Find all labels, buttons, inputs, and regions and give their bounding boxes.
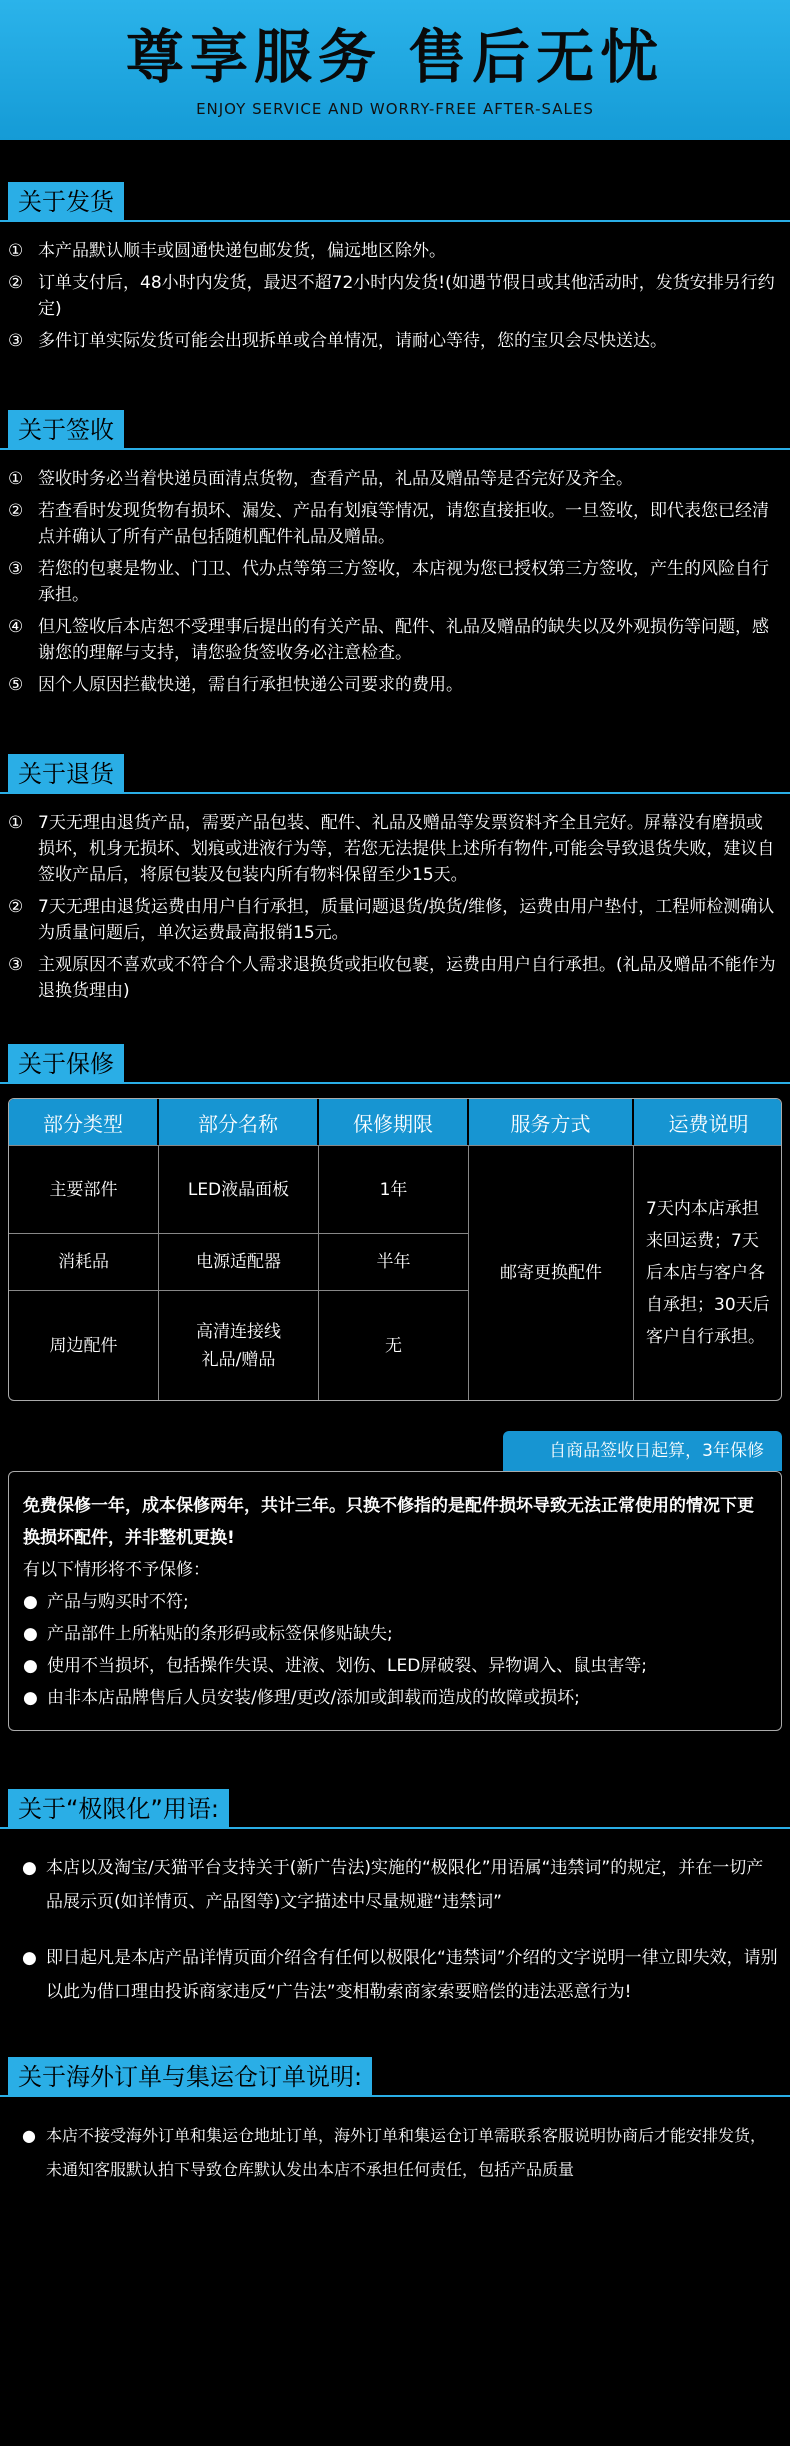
warranty-heading-label: 关于保修 bbox=[8, 1044, 124, 1084]
list-item: ● 即日起凡是本店产品详情页面介绍含有任何以极限化“违禁词”介绍的文字说明一律立即失效，请别以此为借口理由投诉商家违反“广告法”变相勒索商家索要赔偿的违法恶意行为! bbox=[22, 1941, 778, 2009]
heading-underline bbox=[0, 2095, 790, 2097]
table-header: 部分类型 bbox=[9, 1099, 159, 1145]
extreme-heading-label: 关于“极限化”用语: bbox=[8, 1789, 229, 1829]
returns-list bbox=[0, 810, 790, 1004]
banner-subtitle: ENJOY SERVICE AND WORRY-FREE AFTER-SALES bbox=[196, 100, 594, 118]
list-item: ● 使用不当损坏，包括操作失误、进液、划伤、LED屏破裂、异物调入、鼠虫害等; bbox=[23, 1650, 767, 1682]
list-item: ● 本店不接受海外订单和集运仓地址订单，海外订单和集运仓订单需联系客服说明协商后才能安排发货，未通知客服默认拍下导致仓库默认发出本店不承担任何责任，包括产品质量 bbox=[22, 2119, 778, 2187]
returns-section bbox=[0, 754, 790, 1004]
bullet-icon: ● bbox=[23, 1624, 38, 1644]
table-cell: 主要部件 bbox=[9, 1145, 159, 1233]
banner bbox=[0, 0, 790, 140]
extreme-wording-section bbox=[0, 1789, 790, 2009]
exclusion-intro: 有以下情形将不予保修： bbox=[23, 1560, 210, 1580]
warranty-note-tab: 自商品签收日起算，3年保修 bbox=[503, 1431, 782, 1471]
bullet-icon: ● bbox=[22, 2126, 36, 2145]
list-item: ● 产品部件上所粘贴的条形码或标签保修贴缺失; bbox=[23, 1618, 767, 1650]
warranty-note-bold: 免费保修一年，成本保修两年，共计三年。只换不修指的是配件损坏导致无法正常使用的情况下更换损坏配件，并非整机更换! bbox=[23, 1496, 754, 1548]
extreme-heading bbox=[0, 1789, 790, 1829]
table-cell: LED液晶面板 bbox=[159, 1145, 319, 1233]
table-cell: 高清连接线 礼品/赠品 bbox=[159, 1290, 319, 1400]
receipt-heading-label: 关于签收 bbox=[8, 410, 124, 450]
list-item: ③ 多件订单实际发货可能会出现拆单或合单情况，请耐心等待，您的宝贝会尽快送达。 bbox=[8, 331, 667, 351]
table-cell: 电源适配器 bbox=[159, 1233, 319, 1290]
list-item: ③ 若您的包裹是物业、门卫、代办点等第三方签收，本店视为您已授权第三方签收，产生的风险自行承担。 bbox=[8, 559, 769, 605]
table-header: 服务方式 bbox=[469, 1099, 634, 1145]
warranty-section bbox=[0, 1044, 790, 1731]
table-cell: 1年 bbox=[319, 1145, 469, 1233]
table-header: 保修期限 bbox=[319, 1099, 469, 1145]
list-item: ● 本店以及淘宝/天猫平台支持关于(新广告法)实施的“极限化”用语属“违禁词”的规定，并在一切产品展示页(如详情页、产品图等)文字描述中尽量规避“违禁词” bbox=[22, 1851, 778, 1919]
note-tab-wrap bbox=[0, 1431, 790, 1471]
heading-underline bbox=[0, 220, 790, 222]
banner-title: 尊享服务 售后无忧 bbox=[125, 23, 665, 91]
list-item: ① 签收时务必当着快递员面清点货物，查看产品，礼品及赠品等是否完好及齐全。 bbox=[8, 469, 633, 489]
heading-underline bbox=[0, 1827, 790, 1829]
warranty-note-box bbox=[8, 1471, 782, 1731]
shipping-section bbox=[0, 182, 790, 354]
receipt-list bbox=[0, 466, 790, 698]
receipt-section bbox=[0, 410, 790, 698]
bullet-icon: ● bbox=[22, 1948, 37, 1968]
overseas-list bbox=[0, 2119, 790, 2187]
extreme-list bbox=[0, 1851, 790, 2009]
table-cell: 消耗品 bbox=[9, 1233, 159, 1290]
heading-underline bbox=[0, 448, 790, 450]
heading-underline bbox=[0, 792, 790, 794]
bullet-icon: ● bbox=[23, 1656, 38, 1676]
list-item: ② 若查看时发现货物有损坏、漏发、产品有划痕等情况，请您直接拒收。一旦签收，即代表您已经清点并确认了所有产品包括随机配件礼品及赠品。 bbox=[8, 501, 769, 547]
bullet-icon: ● bbox=[23, 1592, 38, 1612]
table-header: 部分名称 bbox=[159, 1099, 319, 1145]
list-item: ③ 主观原因不喜欢或不符合个人需求退换货或拒收包裹，运费由用户自行承担。(礼品及赠品不能作为退换货理由) bbox=[8, 955, 776, 1001]
list-item: ● 由非本店品牌售后人员安装/修理/更改/添加或卸载而造成的故障或损坏; bbox=[23, 1682, 767, 1714]
list-item: ● 产品与购买时不符; bbox=[23, 1586, 767, 1618]
table-cell: 周边配件 bbox=[9, 1290, 159, 1400]
list-item: ② 订单支付后，48小时内发货，最迟不超72小时内发货!(如遇节假日或其他活动时，发货安排另行约定) bbox=[8, 273, 775, 319]
bullet-icon: ● bbox=[23, 1688, 38, 1708]
table-cell: 半年 bbox=[319, 1233, 469, 1290]
bullet-icon: ● bbox=[22, 1858, 37, 1878]
list-item: ② 7天无理由退货运费由用户自行承担，质量问题退货/换货/维修，运费由用户垫付，工程师检测确认为质量问题后，单次运费最高报销15元。 bbox=[8, 897, 775, 943]
overseas-section bbox=[0, 2057, 790, 2187]
warranty-heading bbox=[0, 1044, 790, 1084]
table-header: 运费说明 bbox=[634, 1099, 782, 1145]
list-item: ① 本产品默认顺丰或圆通快递包邮发货，偏远地区除外。 bbox=[8, 241, 446, 261]
returns-heading-label: 关于退货 bbox=[8, 754, 124, 794]
service-method-cell: 邮寄更换配件 bbox=[469, 1145, 634, 1400]
overseas-heading-label: 关于海外订单与集运仓订单说明: bbox=[8, 2057, 372, 2097]
receipt-heading bbox=[0, 410, 790, 450]
freight-cell: 7天内本店承担来回运费；7天后本店与客户各自承担；30天后客户自行承担。 bbox=[634, 1145, 782, 1400]
shipping-heading bbox=[0, 182, 790, 222]
table-cell: 无 bbox=[319, 1290, 469, 1400]
returns-heading bbox=[0, 754, 790, 794]
shipping-list bbox=[0, 238, 790, 354]
overseas-heading bbox=[0, 2057, 790, 2097]
list-item: ④ 但凡签收后本店恕不受理事后提出的有关产品、配件、礼品及赠品的缺失以及外观损伤等问题，感谢您的理解与支持，请您验货签收务必注意检查。 bbox=[8, 617, 769, 663]
list-item: ① 7天无理由退货产品，需要产品包装、配件、礼品及赠品等发票资料齐全且完好。屏幕没有磨损或损坏，机身无损坏、划痕或进液行为等，若您无法提供上述所有物件,可能会导致退货失败，建议自签收产品后，将原包装及包装内所有物料保留至少15天。 bbox=[8, 813, 775, 885]
heading-underline bbox=[0, 1082, 790, 1084]
warranty-table bbox=[8, 1098, 782, 1401]
shipping-heading-label: 关于发货 bbox=[8, 182, 124, 222]
list-item: ⑤ 因个人原因拦截快递，需自行承担快递公司要求的费用。 bbox=[8, 675, 463, 695]
